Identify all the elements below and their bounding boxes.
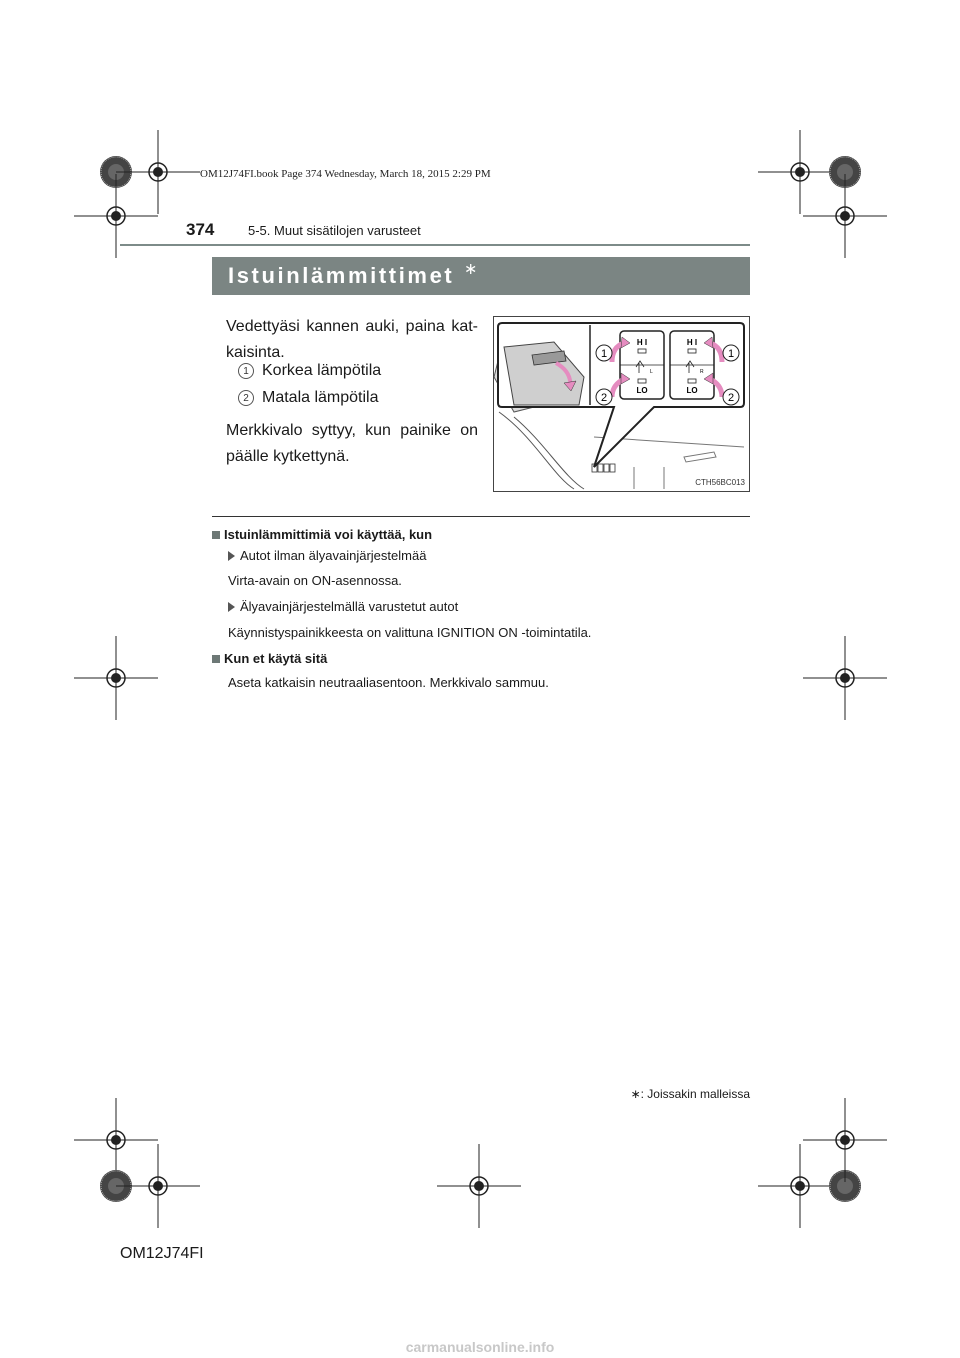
- footnote: ∗: Joissakin malleissa: [630, 1087, 750, 1101]
- print-info: OM12J74FI.book Page 374 Wednesday, March 18, 2015 2:29 PM: [200, 168, 491, 180]
- hi-label-right: H I: [686, 338, 698, 347]
- page-number: 374: [186, 220, 215, 239]
- asterisk-mark: ∗: [464, 261, 478, 278]
- section-title: 5-5. Muut sisätilojen varusteet: [248, 223, 421, 238]
- callout-1-right: 1: [727, 348, 735, 360]
- note-text: Aseta katkaisin neutraaliasentoon. Merkkivalo sammuu.: [228, 675, 549, 690]
- condition-item: Autot ilman älyavainjärjestelmää: [228, 548, 426, 563]
- title-bar: [212, 257, 750, 295]
- manual-id: OM12J74FI: [120, 1245, 204, 1262]
- square-bullet-icon: [212, 531, 220, 539]
- seat-left-label: L: [650, 369, 653, 375]
- note-heading: Kun et käytä sitä: [212, 651, 327, 666]
- seat-right-label: R: [700, 369, 704, 375]
- list-item: [238, 362, 381, 380]
- lo-label-left: LO: [636, 386, 648, 395]
- callout-2-right: 2: [727, 392, 735, 404]
- intro-text: Vedettyäsi kannen auki, paina katkaisinta.: [226, 318, 478, 361]
- number-badge: 2: [238, 390, 254, 406]
- lo-label-right: LO: [686, 386, 698, 395]
- callout-1-left: 1: [600, 348, 608, 360]
- divider: [212, 516, 750, 517]
- indicator-note: Merkkivalo syttyy, kun painike on päälle kytkettynä.: [226, 422, 478, 465]
- header-rule: [120, 244, 750, 246]
- triangle-bullet-icon: [228, 551, 235, 561]
- watermark: carmanualsonline.info: [405, 1339, 555, 1355]
- note-text: Virta-avain on ON-asennossa.: [228, 573, 402, 588]
- figure-code: CTH56BC013: [695, 478, 745, 487]
- item-label: Korkea lämpötila: [262, 362, 382, 379]
- note-text: Käynnistyspainikkeesta on valittuna IGNITION ON -toimintatila.: [228, 625, 592, 640]
- condition-item: Älyavainjärjestelmällä varustetut autot: [228, 599, 458, 614]
- callout-2-left: 2: [600, 392, 608, 404]
- list-item: [238, 389, 379, 407]
- number-badge: 1: [238, 363, 254, 379]
- seat-heater-illustration: [493, 316, 750, 492]
- page-title: Istuinlämmittimet: [228, 263, 455, 288]
- note-heading: Istuinlämmittimiä voi käyttää, kun: [212, 527, 432, 542]
- square-bullet-icon: [212, 655, 220, 663]
- triangle-bullet-icon: [228, 602, 235, 612]
- item-label: Matala lämpötila: [262, 389, 379, 406]
- hi-label-left: H I: [636, 338, 648, 347]
- dashboard-drawing: [494, 317, 749, 491]
